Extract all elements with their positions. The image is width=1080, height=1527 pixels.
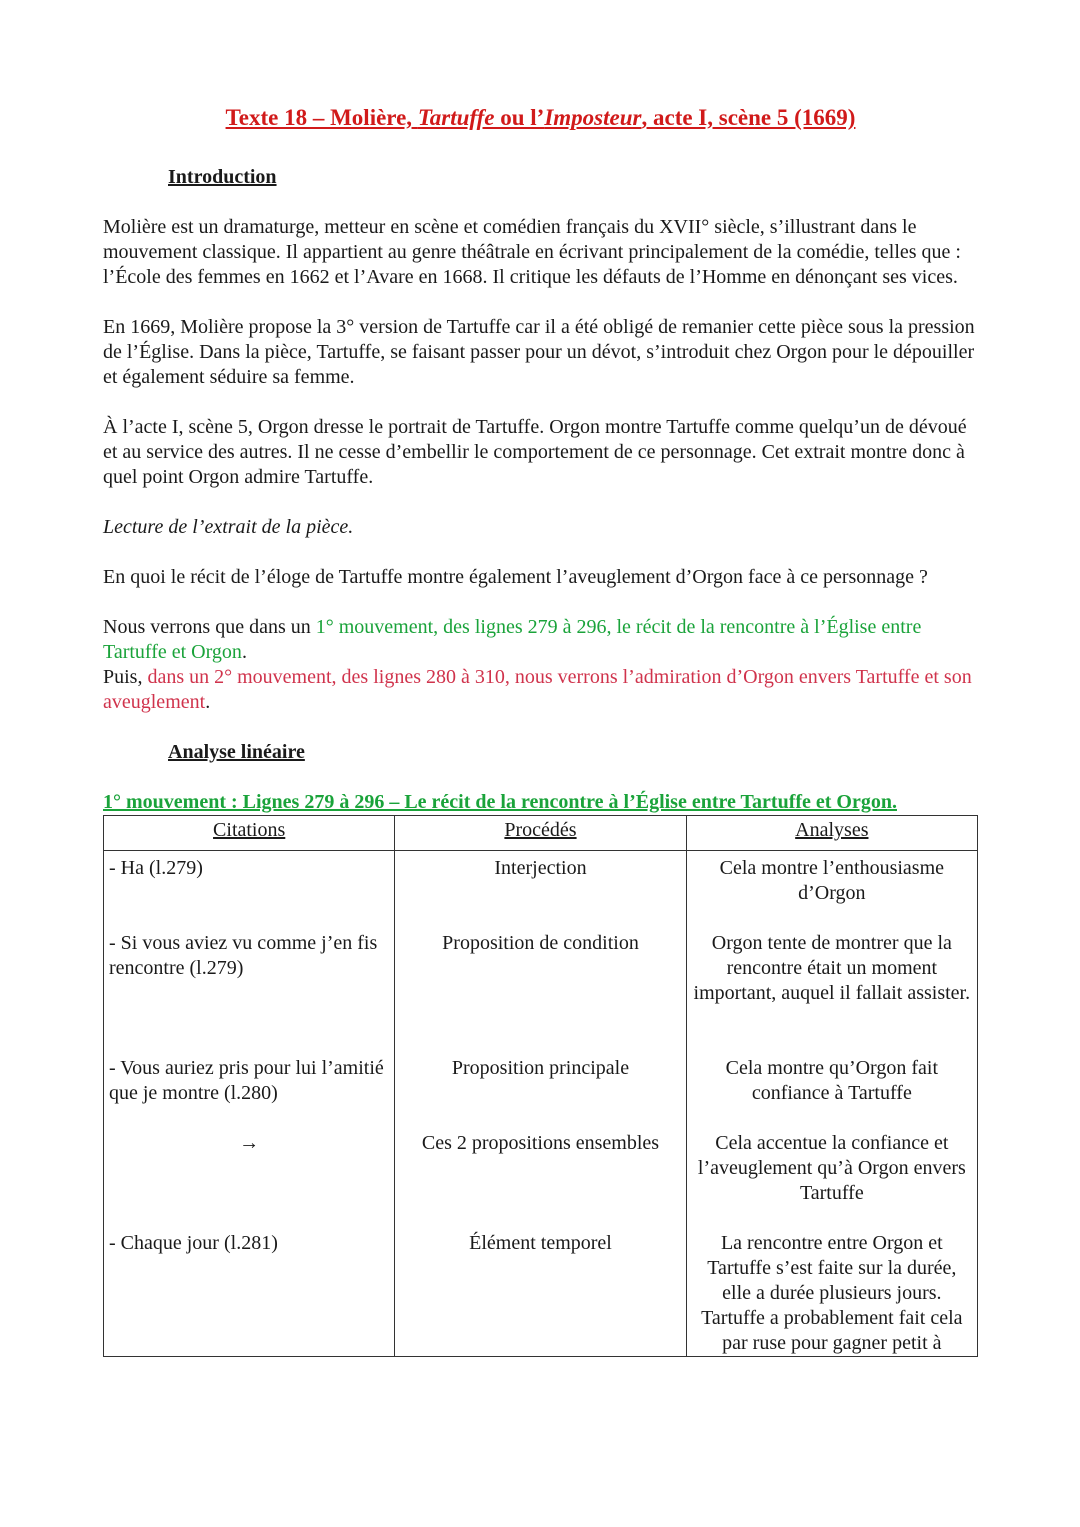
introduction-heading: Introduction [168, 166, 277, 188]
page-title [103, 100, 978, 136]
header-procedes: Procédés [395, 816, 686, 851]
title-play: Tartuffe [417, 105, 495, 130]
plan2-prefix: Puis, [103, 666, 148, 688]
citation-cell: - Chaque jour (l.281) [104, 1231, 395, 1357]
intro-paragraph-3: À l’acte I, scène 5, Orgon dresse le portrait de Tartuffe. Orgon montre Tartuffe comme quelqu’un de dévoué et au service des autres. Il ne cesse d’embellir le comportement de ce personnage. Cet extrait montre donc à quel point Orgon admire Tartuffe. [103, 416, 967, 488]
plan1-suffix: . [241, 641, 247, 663]
table-row [104, 851, 978, 932]
reading-note: Lecture de l’extrait de la pièce. [103, 516, 354, 538]
table-row [104, 931, 978, 1056]
title-prefix: Texte 18 – Molière, [225, 105, 418, 130]
procede-cell: Interjection [395, 851, 686, 932]
plan2-suffix: . [205, 691, 211, 713]
table-row [104, 1131, 978, 1231]
citation-cell: - Si vous aviez vu comme j’en fis rencontre (l.279) [104, 931, 395, 1056]
header-citations: Citations [104, 816, 395, 851]
plan1-movement: 1° mouvement, des lignes 279 à 296, le récit de la rencontre à l’Église entre Tartuffe et Orgon [103, 616, 922, 663]
header-analyses: Analyses [686, 816, 977, 851]
analysis-table [103, 815, 978, 1357]
table-row [104, 1056, 978, 1131]
title-suffix: , acte I, scène 5 (1669) [641, 105, 856, 130]
plan1-prefix: Nous verrons que dans un [103, 616, 316, 638]
procede-cell: Ces 2 propositions ensembles [395, 1131, 686, 1231]
analyse-cell: Cela accentue la confiance et l’aveuglement qu’à Orgon envers Tartuffe [686, 1131, 977, 1231]
problematique: En quoi le récit de l’éloge de Tartuffe montre également l’aveuglement d’Orgon face à ce personnage ? [103, 566, 928, 588]
arrow-cell: → [104, 1131, 395, 1231]
analysis-heading: Analyse linéaire [168, 741, 305, 763]
movement-title: 1° mouvement : Lignes 279 à 296 – Le récit de la rencontre à l’Église entre Tartuffe et Orgon. [103, 791, 897, 813]
analyse-cell: Cela montre qu’Orgon fait confiance à Tartuffe [686, 1056, 977, 1131]
intro-paragraph-1: Molière est un dramaturge, metteur en scène et comédien français du XVII° siècle, s’illustrant dans le mouvement classique. Il appartient au genre théâtrale en écrivant principalement de la comédie, telles que : l’École des femmes en 1662 et l’Avare en 1668. Il critique les défauts de l’Homme en dénonçant ses vices. [103, 216, 961, 288]
citation-cell: - Vous auriez pris pour lui l’amitié que je montre (l.280) [104, 1056, 395, 1131]
table-row [104, 1231, 978, 1357]
procede-cell: Proposition principale [395, 1056, 686, 1131]
intro-paragraph-2: En 1669, Molière propose la 3° version de Tartuffe car il a été obligé de remanier cette pièce sous la pression de l’Église. Dans la pièce, Tartuffe, se faisant passer pour un dévot, s’introduit chez Orgon pour le dépouiller et également séduire sa femme. [103, 316, 975, 388]
analyse-cell: Orgon tente de montrer que la rencontre était un moment important, auquel il fallait assister. [686, 931, 977, 1056]
table-header-row [104, 816, 978, 851]
plan2-movement: dans un 2° mouvement, des lignes 280 à 310, nous verrons l’admiration d’Orgon envers Tartuffe et son aveuglement [103, 666, 972, 713]
title-subtitle: Imposteur [544, 105, 642, 130]
procede-cell: Élément temporel [395, 1231, 686, 1357]
analyse-cell: Cela montre l’enthousiasme d’Orgon [686, 851, 977, 932]
citation-cell: - Ha (l.279) [104, 851, 395, 932]
document-page [103, 100, 978, 1357]
procede-cell: Proposition de condition [395, 931, 686, 1056]
analyse-cell: La rencontre entre Orgon et Tartuffe s’est faite sur la durée, elle a durée plusieurs jours. Tartuffe a probablement fait cela par ruse pour gagner petit à [686, 1231, 977, 1357]
title-middle: ou l’ [494, 105, 545, 130]
plan-paragraph [103, 615, 978, 715]
